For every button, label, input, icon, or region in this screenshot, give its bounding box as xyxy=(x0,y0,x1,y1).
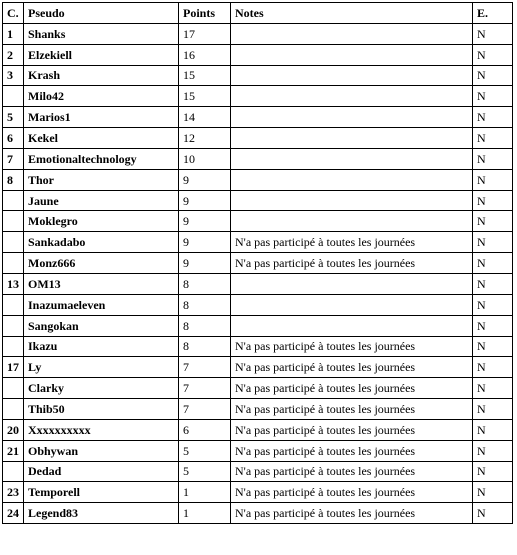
points-cell: 9 xyxy=(179,211,231,232)
points-cell: 9 xyxy=(179,190,231,211)
table-body xyxy=(3,23,513,523)
pseudo-cell: Obhywan xyxy=(24,440,179,461)
table-row xyxy=(3,482,513,503)
pseudo-cell: Temporell xyxy=(24,482,179,503)
header-rank: C. xyxy=(3,3,24,24)
table-row xyxy=(3,399,513,420)
rank-cell: 13 xyxy=(3,273,24,294)
notes-cell xyxy=(231,44,473,65)
pseudo-cell: Clarky xyxy=(24,378,179,399)
e-cell: N xyxy=(473,273,513,294)
notes-cell xyxy=(231,294,473,315)
table-row xyxy=(3,440,513,461)
points-cell: 5 xyxy=(179,440,231,461)
table-row xyxy=(3,148,513,169)
e-cell: N xyxy=(473,461,513,482)
table-row xyxy=(3,461,513,482)
notes-cell: N'a pas participé à toutes les journées xyxy=(231,399,473,420)
pseudo-cell: Emotionaltechnology xyxy=(24,148,179,169)
rank-cell xyxy=(3,399,24,420)
table-row xyxy=(3,419,513,440)
rank-cell: 23 xyxy=(3,482,24,503)
pseudo-cell: Monz666 xyxy=(24,253,179,274)
points-cell: 12 xyxy=(179,128,231,149)
notes-cell xyxy=(231,107,473,128)
points-cell: 6 xyxy=(179,419,231,440)
rank-cell: 7 xyxy=(3,148,24,169)
points-cell: 8 xyxy=(179,315,231,336)
e-cell: N xyxy=(473,399,513,420)
e-cell: N xyxy=(473,44,513,65)
header-points: Points xyxy=(179,3,231,24)
pseudo-cell: Xxxxxxxxxx xyxy=(24,419,179,440)
points-cell: 9 xyxy=(179,253,231,274)
table-row xyxy=(3,65,513,86)
table-row xyxy=(3,128,513,149)
e-cell: N xyxy=(473,503,513,524)
points-cell: 16 xyxy=(179,44,231,65)
pseudo-cell: Sangokan xyxy=(24,315,179,336)
rank-cell xyxy=(3,315,24,336)
rank-cell xyxy=(3,461,24,482)
table-row xyxy=(3,294,513,315)
rank-cell: 21 xyxy=(3,440,24,461)
e-cell: N xyxy=(473,232,513,253)
points-cell: 8 xyxy=(179,336,231,357)
e-cell: N xyxy=(473,23,513,44)
points-cell: 1 xyxy=(179,482,231,503)
notes-cell xyxy=(231,273,473,294)
pseudo-cell: Ly xyxy=(24,357,179,378)
e-cell: N xyxy=(473,419,513,440)
table-row xyxy=(3,253,513,274)
rank-cell xyxy=(3,190,24,211)
rank-cell xyxy=(3,336,24,357)
e-cell: N xyxy=(473,148,513,169)
e-cell: N xyxy=(473,65,513,86)
header-e: E. xyxy=(473,3,513,24)
e-cell: N xyxy=(473,253,513,274)
rank-cell: 17 xyxy=(3,357,24,378)
points-cell: 5 xyxy=(179,461,231,482)
points-cell: 14 xyxy=(179,107,231,128)
ranking-table xyxy=(2,2,513,524)
notes-cell: N'a pas participé à toutes les journées xyxy=(231,253,473,274)
rank-cell: 20 xyxy=(3,419,24,440)
notes-cell: N'a pas participé à toutes les journées xyxy=(231,482,473,503)
notes-cell: N'a pas participé à toutes les journées xyxy=(231,503,473,524)
table-row xyxy=(3,211,513,232)
notes-cell xyxy=(231,315,473,336)
table-row xyxy=(3,273,513,294)
rank-cell xyxy=(3,253,24,274)
notes-cell: N'a pas participé à toutes les journées xyxy=(231,336,473,357)
points-cell: 15 xyxy=(179,86,231,107)
notes-cell xyxy=(231,23,473,44)
e-cell: N xyxy=(473,336,513,357)
notes-cell xyxy=(231,211,473,232)
e-cell: N xyxy=(473,315,513,336)
rank-cell: 2 xyxy=(3,44,24,65)
pseudo-cell: Elzekiell xyxy=(24,44,179,65)
rank-cell xyxy=(3,86,24,107)
pseudo-cell: Thib50 xyxy=(24,399,179,420)
pseudo-cell: Legend83 xyxy=(24,503,179,524)
e-cell: N xyxy=(473,294,513,315)
notes-cell xyxy=(231,128,473,149)
e-cell: N xyxy=(473,211,513,232)
pseudo-cell: Dedad xyxy=(24,461,179,482)
table-row xyxy=(3,357,513,378)
pseudo-cell: Shanks xyxy=(24,23,179,44)
points-cell: 15 xyxy=(179,65,231,86)
rank-cell: 5 xyxy=(3,107,24,128)
header-row xyxy=(3,3,513,24)
e-cell: N xyxy=(473,128,513,149)
points-cell: 7 xyxy=(179,378,231,399)
notes-cell: N'a pas participé à toutes les journées xyxy=(231,461,473,482)
header-notes: Notes xyxy=(231,3,473,24)
pseudo-cell: Krash xyxy=(24,65,179,86)
table-row xyxy=(3,190,513,211)
e-cell: N xyxy=(473,378,513,399)
notes-cell: N'a pas participé à toutes les journées xyxy=(231,232,473,253)
points-cell: 1 xyxy=(179,503,231,524)
points-cell: 8 xyxy=(179,294,231,315)
rank-cell: 8 xyxy=(3,169,24,190)
e-cell: N xyxy=(473,190,513,211)
table-row xyxy=(3,86,513,107)
pseudo-cell: Thor xyxy=(24,169,179,190)
points-cell: 8 xyxy=(179,273,231,294)
table-row xyxy=(3,315,513,336)
rank-cell xyxy=(3,294,24,315)
notes-cell: N'a pas participé à toutes les journées xyxy=(231,357,473,378)
pseudo-cell: Moklegro xyxy=(24,211,179,232)
rank-cell: 24 xyxy=(3,503,24,524)
rank-cell xyxy=(3,378,24,399)
points-cell: 9 xyxy=(179,232,231,253)
rank-cell: 6 xyxy=(3,128,24,149)
table-row xyxy=(3,44,513,65)
pseudo-cell: Kekel xyxy=(24,128,179,149)
notes-cell xyxy=(231,148,473,169)
notes-cell: N'a pas participé à toutes les journées xyxy=(231,378,473,399)
header-pseudo: Pseudo xyxy=(24,3,179,24)
e-cell: N xyxy=(473,107,513,128)
pseudo-cell: Inazumaeleven xyxy=(24,294,179,315)
table-row xyxy=(3,107,513,128)
pseudo-cell: Marios1 xyxy=(24,107,179,128)
points-cell: 17 xyxy=(179,23,231,44)
pseudo-cell: Milo42 xyxy=(24,86,179,107)
rank-cell: 1 xyxy=(3,23,24,44)
points-cell: 9 xyxy=(179,169,231,190)
pseudo-cell: OM13 xyxy=(24,273,179,294)
pseudo-cell: Ikazu xyxy=(24,336,179,357)
table-row xyxy=(3,378,513,399)
table-row xyxy=(3,232,513,253)
rank-cell xyxy=(3,232,24,253)
table-row xyxy=(3,169,513,190)
points-cell: 10 xyxy=(179,148,231,169)
points-cell: 7 xyxy=(179,399,231,420)
e-cell: N xyxy=(473,440,513,461)
rank-cell xyxy=(3,211,24,232)
table-header xyxy=(3,3,513,24)
table-row xyxy=(3,23,513,44)
notes-cell xyxy=(231,65,473,86)
e-cell: N xyxy=(473,482,513,503)
e-cell: N xyxy=(473,357,513,378)
table-row xyxy=(3,336,513,357)
e-cell: N xyxy=(473,86,513,107)
notes-cell xyxy=(231,190,473,211)
points-cell: 7 xyxy=(179,357,231,378)
notes-cell: N'a pas participé à toutes les journées xyxy=(231,440,473,461)
pseudo-cell: Sankadabo xyxy=(24,232,179,253)
notes-cell: N'a pas participé à toutes les journées xyxy=(231,419,473,440)
notes-cell xyxy=(231,86,473,107)
pseudo-cell: Jaune xyxy=(24,190,179,211)
table-row xyxy=(3,503,513,524)
notes-cell xyxy=(231,169,473,190)
e-cell: N xyxy=(473,169,513,190)
rank-cell: 3 xyxy=(3,65,24,86)
